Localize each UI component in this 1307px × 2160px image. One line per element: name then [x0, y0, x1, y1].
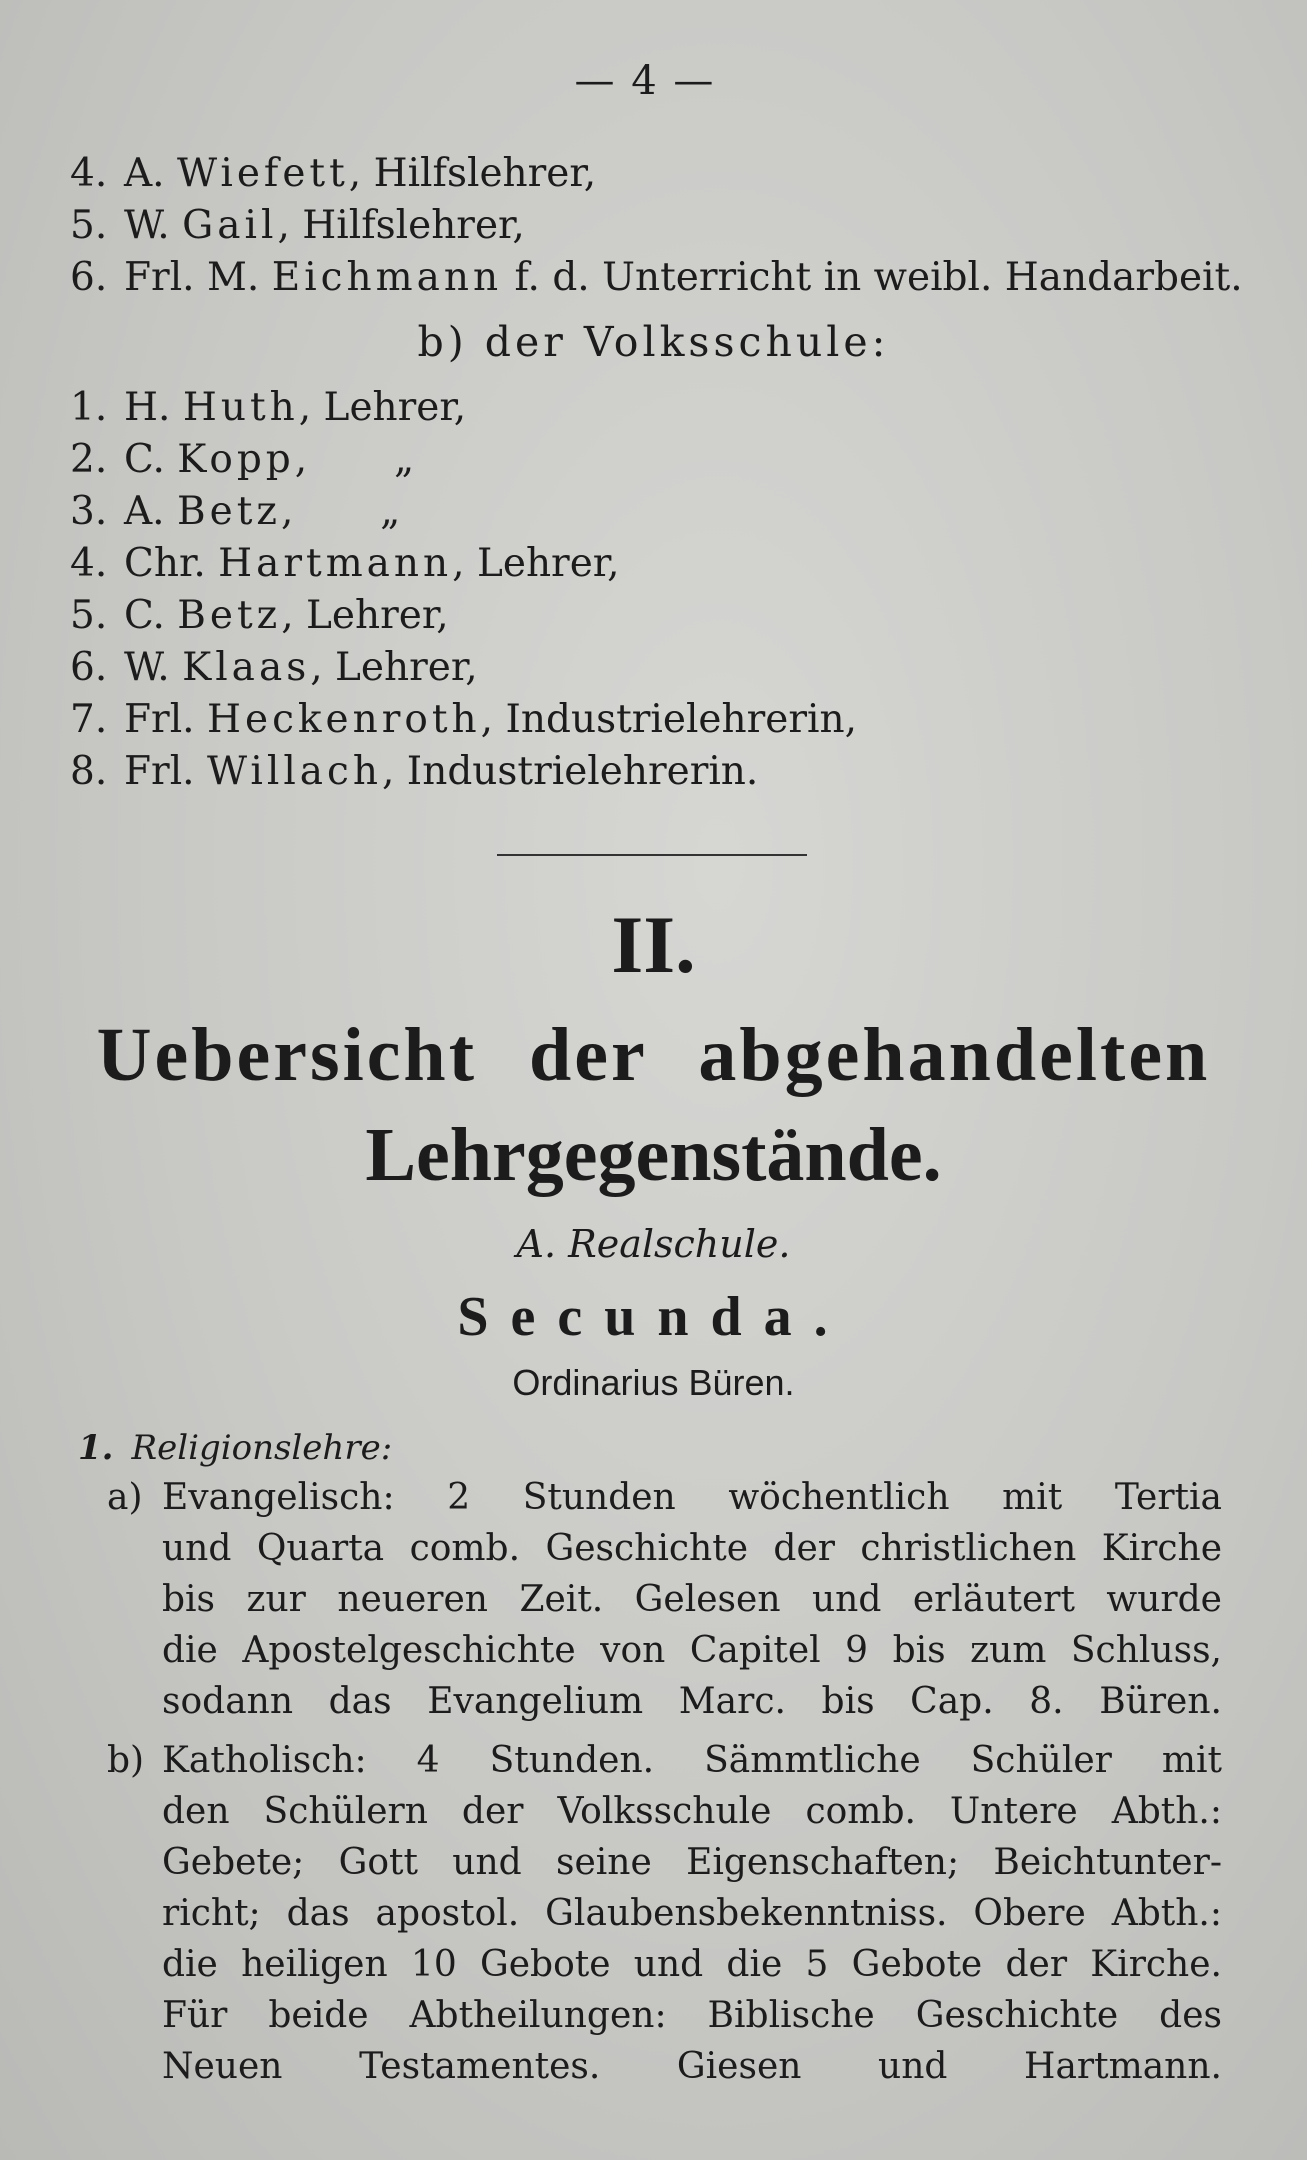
paragraph-line: sodann das Evangelium Marc. bis Cap. 8. Büren.	[162, 1681, 1222, 1722]
staff-entry	[70, 382, 857, 434]
entry-role: , Hilfslehrer,	[348, 151, 597, 196]
paragraph-letter: a)	[107, 1477, 143, 1518]
staff-entry	[70, 642, 857, 694]
section-title	[0, 1005, 1307, 1205]
staff-entry	[70, 694, 857, 746]
staff-entry	[70, 746, 857, 798]
staff-entry	[70, 148, 1243, 200]
entry-name: Betz	[177, 593, 282, 638]
entry-number: 5.	[70, 593, 108, 638]
entry-number: 4.	[70, 151, 108, 196]
paragraph-line: die Apostelgeschichte von Capitel 9 bis zum Schluss,	[162, 1630, 1222, 1671]
entry-prefix: C.	[124, 437, 165, 482]
entry-prefix: Frl.	[124, 749, 195, 794]
entry-name: Gail	[182, 203, 278, 248]
subject-heading	[78, 1428, 392, 1468]
entry-number: 1.	[70, 385, 108, 430]
paragraph-line: Neuen Testamentes. Giesen und Hartmann.	[162, 2046, 1222, 2087]
entry-name: Kopp	[177, 437, 295, 482]
entry-prefix: W.	[124, 203, 170, 248]
entry-role: , Lehrer,	[281, 593, 449, 638]
entry-number: 5.	[70, 203, 108, 248]
entry-number: 2.	[70, 437, 108, 482]
entry-prefix: Frl.	[124, 697, 195, 742]
entry-number: 7.	[70, 697, 108, 742]
entry-name: Heckenroth	[206, 697, 481, 742]
entry-name: Willach	[206, 749, 383, 794]
entry-role: , Industrielehrerin.	[382, 749, 759, 794]
paragraph-katholisch	[107, 1735, 1222, 2092]
entry-number: 8.	[70, 749, 108, 794]
paragraph-evangelisch	[107, 1472, 1222, 1727]
entry-prefix: Chr.	[124, 541, 206, 586]
entry-name: Betz	[176, 489, 281, 534]
page-number: — 4 —	[574, 58, 716, 104]
paragraph-line: Katholisch: 4 Stunden. Sämmtliche Schüler mit	[162, 1740, 1222, 1781]
paragraph-line: richt; das apostol. Glaubensbekenntniss. Obere Abth.:	[162, 1893, 1222, 1934]
entry-name: Huth	[182, 385, 299, 430]
staff-list-part-a	[70, 148, 1243, 304]
entry-role: , Lehrer,	[298, 385, 467, 430]
entry-role: , „	[280, 489, 401, 534]
entry-number: 4.	[70, 541, 108, 586]
entry-role: , Lehrer,	[310, 645, 478, 690]
entry-name: Hartmann	[218, 541, 453, 586]
entry-role: f. d. Unterricht in weibl. Handarbeit.	[502, 255, 1243, 300]
section-divider	[497, 854, 807, 856]
staff-entry	[70, 590, 857, 642]
entry-role: , Industrielehrerin,	[480, 697, 857, 742]
entry-name: Eichmann	[271, 255, 503, 300]
staff-entry	[70, 538, 857, 590]
paragraph-letter: b)	[107, 1740, 145, 1781]
entry-role: , „	[294, 437, 415, 482]
ordinarius-line: Ordinarius Büren.	[512, 1362, 795, 1403]
entry-number: 6.	[70, 645, 108, 690]
class-name: Secunda.	[457, 1286, 850, 1348]
entry-prefix: H.	[124, 385, 171, 430]
staff-list-part-b	[70, 382, 857, 798]
paragraph-line: bis zur neueren Zeit. Gelesen und erläutert wurde	[162, 1579, 1222, 1620]
entry-name: Wiefett	[176, 151, 349, 196]
entry-prefix: W.	[124, 645, 170, 690]
entry-prefix: A.	[124, 489, 165, 534]
paragraph-line: Gebete; Gott und seine Eigenschaften; Beichtunter-	[162, 1842, 1222, 1883]
entry-number: 3.	[70, 489, 108, 534]
subject-number: 1.	[78, 1428, 114, 1468]
school-label: A. Realschule.	[516, 1222, 791, 1266]
paragraph-line: den Schülern der Volksschule comb. Untere Abth.:	[162, 1791, 1222, 1832]
subject-name: Religionslehre:	[131, 1428, 393, 1468]
entry-number: 6.	[70, 255, 108, 300]
entry-prefix: C.	[124, 593, 165, 638]
paragraph-line: Evangelisch: 2 Stunden wöchentlich mit Tertia	[162, 1477, 1222, 1518]
staff-entry	[70, 252, 1243, 304]
entry-role: , Lehrer,	[452, 541, 620, 586]
entry-prefix: A.	[124, 151, 165, 196]
staff-entry	[70, 434, 857, 486]
entry-name: Klaas	[182, 645, 311, 690]
paragraph-line: die heiligen 10 Gebote und die 5 Gebote der Kirche.	[162, 1944, 1222, 1985]
entry-role: , Hilfslehrer,	[277, 203, 525, 248]
staff-entry	[70, 200, 1243, 252]
section-number: II.	[611, 899, 696, 990]
section-title-line-2: Lehrgegenstände.	[365, 1113, 942, 1197]
volksschule-heading: b) der Volksschule:	[417, 318, 890, 366]
paragraph-line: Für beide Abtheilungen: Biblische Geschichte des	[162, 1995, 1222, 2036]
entry-prefix: Frl. M.	[124, 255, 260, 300]
paragraph-line: und Quarta comb. Geschichte der christlichen Kirche	[162, 1528, 1222, 1569]
section-title-line-1: Uebersicht der abgehandelten	[96, 1013, 1211, 1097]
staff-entry	[70, 486, 857, 538]
